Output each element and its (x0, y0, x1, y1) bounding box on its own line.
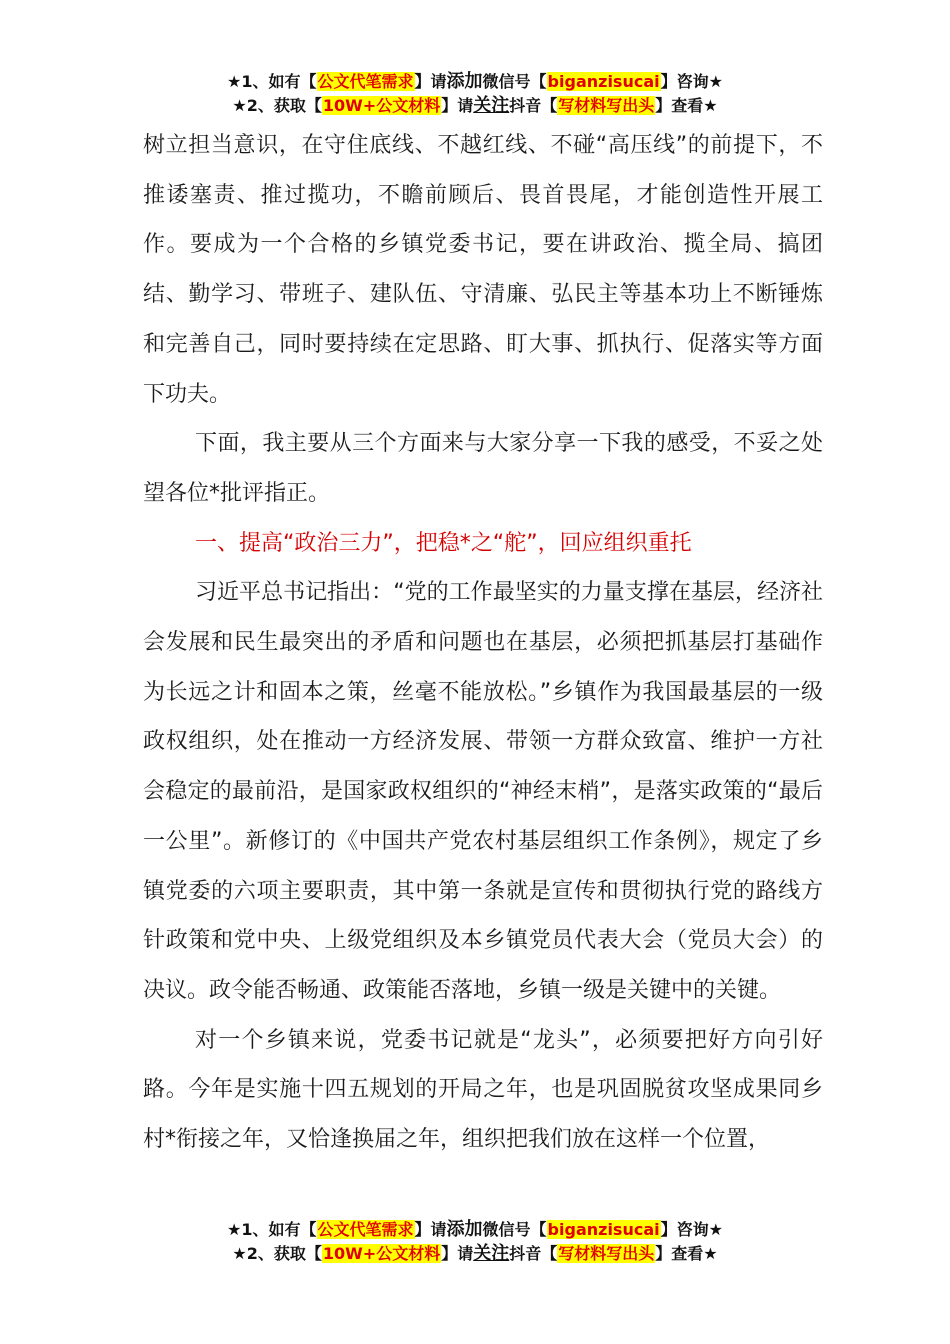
banner-text: 】咨询★ (660, 1220, 723, 1239)
section-heading: 一、提高“政治三力”，把稳*之“舵”，回应组织重托 (195, 530, 692, 556)
banner-highlight: 公文代笔需求 (317, 72, 414, 91)
banner-highlight: biganzisucai (547, 72, 660, 91)
banner-text: 】咨询★ (660, 72, 723, 91)
header-banner (0, 70, 950, 118)
banner-text: ★1、如有【 (227, 1220, 317, 1239)
footer-banner (0, 1218, 950, 1266)
body-paragraph: 下面，我主要从三个方面来与大家分享一下我的感受，不妥之处望各位*批评指正。 (143, 431, 823, 506)
banner-text: ★2、获取【 (232, 1244, 322, 1263)
body-paragraph: 对一个乡镇来说，党委书记就是“龙头”，必须要把好方向引好路。今年是实施十四五规划的开局之年，也是巩固脱贫攻坚成果同乡村*衔接之年，又恰逢换届之年，组织把我们放在这样一个位置， (143, 1027, 823, 1153)
document-body (143, 121, 823, 1165)
banner-highlight: 写材料写出头 (558, 1244, 655, 1263)
banner-emphasis: 添加 (446, 71, 483, 92)
banner-line-1 (0, 1218, 950, 1242)
banner-text: 抖音【 (509, 96, 558, 115)
body-paragraph: 习近平总书记指出：“党的工作最坚实的力量支撑在基层，经济社会发展和民生最突出的矛盾和问题也在基层，必须把抓基层打基础作为长远之计和固本之策，丝毫不能放松。”乡镇作为我国最基层的一级政权组织，处在推动一方经济发展、带领一方群众致富、维护一方社会稳定的最前沿，是国家政权组织的“神经末梢”，是落实政策的“最后一公里”。新修订的《中国共产党农村基层组织工作条例》，规定了乡镇党委的六项主要职责，其中第一条就是宣传和贯彻执行党的路线方针政策和党中央、上级党组织及本乡镇党员代表大会（党员大会）的决议。政令能否畅通、政策能否落地，乡镇一级是关键中的关键。 (143, 580, 823, 1003)
banner-highlight: 写材料写出头 (558, 96, 655, 115)
banner-text: 】请 (441, 1244, 474, 1263)
banner-text: 】查看★ (655, 1244, 718, 1263)
banner-text: ★2、获取【 (232, 96, 322, 115)
banner-text: 】请 (414, 72, 447, 91)
banner-highlight: biganzisucai (547, 1220, 660, 1239)
banner-emphasis: 关注 (473, 1243, 510, 1264)
banner-emphasis: 添加 (446, 1219, 483, 1240)
banner-highlight: 10W+公文材料 (322, 96, 441, 115)
banner-text: 抖音【 (509, 1244, 558, 1263)
banner-highlight: 公文代笔需求 (317, 1220, 414, 1239)
body-paragraph: 树立担当意识，在守住底线、不越红线、不碰“高压线”的前提下，不推诿塞责、推过揽功，不瞻前顾后、畏首畏尾，才能创造性开展工作。要成为一个合格的乡镇党委书记，要在讲政治、揽全局、搞团结、勤学习、带班子、建队伍、守清廉、弘民主等基本功上不断锤炼和完善自己，同时要持续在定思路、盯大事、抓执行、促落实等方面下功夫。 (143, 133, 823, 407)
banner-highlight: 10W+公文材料 (322, 1244, 441, 1263)
banner-line-2 (0, 94, 950, 118)
banner-text: 】查看★ (655, 96, 718, 115)
banner-text: 】请 (441, 96, 474, 115)
banner-line-1 (0, 70, 950, 94)
banner-text: 微信号【 (482, 1220, 547, 1239)
banner-emphasis: 关注 (473, 95, 510, 116)
banner-line-2 (0, 1242, 950, 1266)
banner-text: 】请 (414, 1220, 447, 1239)
banner-text: ★1、如有【 (227, 72, 317, 91)
banner-text: 微信号【 (482, 72, 547, 91)
